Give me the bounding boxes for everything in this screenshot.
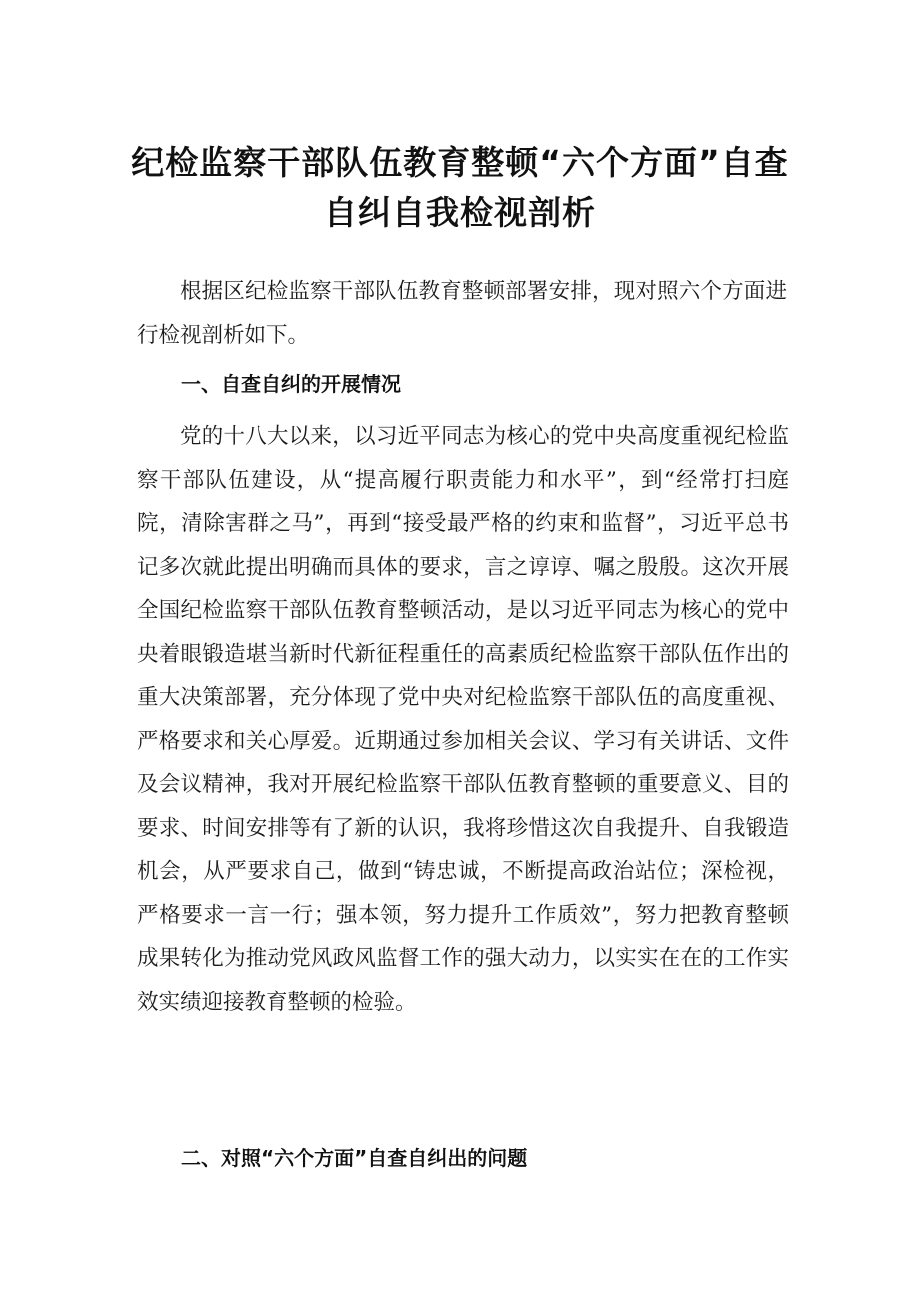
intro-paragraph: 根据区纪检监察干部队伍教育整顿部署安排，现对照六个方面进行检视剖析如下。 xyxy=(137,279,787,348)
section-2-heading: 二、对照“六个方面”自查自纠出的问题 xyxy=(181,1146,528,1170)
document-title-line-2: 自纠自我检视剖析 xyxy=(324,193,596,232)
section-1-body: 党的十八大以来，以习近平同志为核心的党中央高度重视纪检监察干部队伍建设，从“提高履行职责能力和水平”，到“经常打扫庭院，清除害群之马”，再到“接受最严格的约束和监督”，习近平总书记多次就此提出明确而具体的要求，言之谆谆、嘱之殷殷。这次开展全国纪检监察干部队伍教育整顿活动，是以习近平同志为核心的党中央着眼锻造堪当新时代新征程重任的高素质纪检监察干部队伍作出的重大决策部署，充分体现了党中央对纪检监察干部队伍的高度重视、严格要求和关心厚爱。近期通过参加相关会议、学习有关讲话、文件及会议精神，我对开展纪检监察干部队伍教育整顿的重要意义、目的要求、时间安排等有了新的认识，我将珍惜这次自我提升、自我锻造机会，从严要求自己，做到“铸忠诚，不断提高政治站位；深检视，严格要求一言一行；强本领，努力提升工作质效”，努力把教育整顿成果转化为推动党风政风监督工作的强大动力，以实实在在的工作实效实绩迎接教育整顿的检验。 xyxy=(137,424,789,1015)
section-1-heading: 一、自查自纠的开展情况 xyxy=(181,372,401,396)
document-title-line-1: 纪检监察干部队伍教育整顿“六个方面”自查 xyxy=(131,143,789,182)
